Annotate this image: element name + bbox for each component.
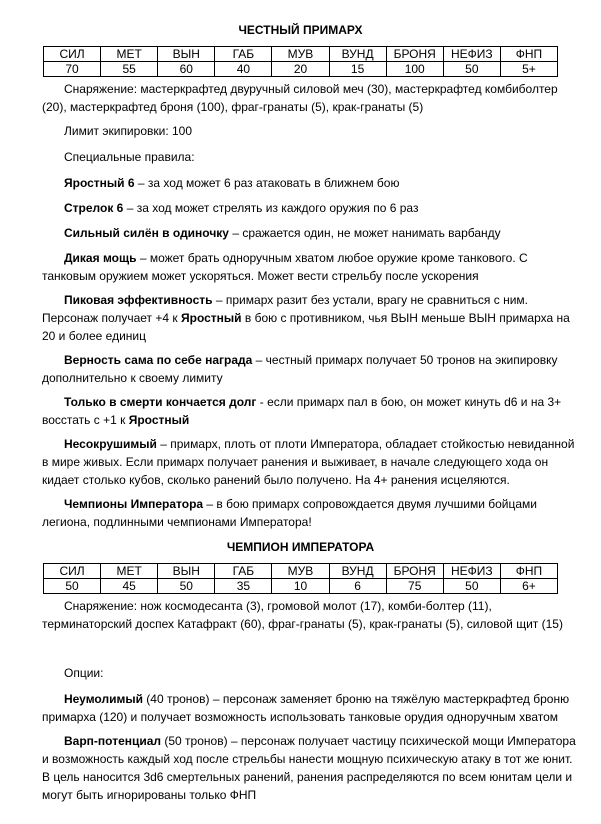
stat-header: БРОНЯ <box>386 564 443 579</box>
rule-name: Несокрушимый <box>64 437 157 451</box>
stat-header: ГАБ <box>215 564 272 579</box>
stats-header-row <box>44 47 558 62</box>
stat-value: 50 <box>443 579 500 594</box>
rule-name: Чемпионы Императора <box>64 497 204 511</box>
stat-value: 50 <box>443 62 500 77</box>
option-text: (50 тронов) – персонаж получает частицу психической мощи Императора и возможность каждый ход после стрельбы нанести мощную психическую атаку в тот же юнит. В цель наносится 3d6 смертельных ранений, ранения распределяются по всем юнитам цели и могут быть игнорированы только ФНП <box>42 734 576 802</box>
stat-value: 45 <box>101 579 158 594</box>
stat-value: 60 <box>158 62 215 77</box>
stat-value: 50 <box>158 579 215 594</box>
stat-header: МУВ <box>272 564 329 579</box>
option-name: Варп-потенциал <box>64 734 162 748</box>
option-paragraph <box>42 690 577 726</box>
rule-paragraph <box>64 174 579 192</box>
rule-text: – сражается один, не может нанимать варбанду <box>228 226 501 240</box>
stats-value-row <box>44 62 558 77</box>
stat-header: НЕФИЗ <box>443 47 500 62</box>
stat-header: МЕТ <box>101 47 158 62</box>
stat-header: ВЫН <box>158 47 215 62</box>
stats-table-champion <box>43 563 558 594</box>
rule-name: Яростный 6 <box>64 176 135 190</box>
stat-value: 20 <box>272 62 329 77</box>
stat-value: 100 <box>386 62 443 77</box>
rule-text: – в бою примарх сопровождается двумя лучшими бойцами легиона, подлинными чемпионами Императора! <box>42 497 537 529</box>
rule-name: Сильный силён в одиночку <box>64 226 229 240</box>
rule-paragraph <box>42 249 577 285</box>
stat-value: 5+ <box>500 62 557 77</box>
stat-header: СИЛ <box>44 564 101 579</box>
section-title-primarch: ЧЕСТНЫЙ ПРИМАРХ <box>238 23 363 37</box>
stat-value: 55 <box>101 62 158 77</box>
rule-text: – примарх, плоть от плоти Императора, обладает стойкостью невиданной в мире живых. Если примарх получает ранения и выживает, в начале следующего хода он кидает столько кубов, сколько ранений было получено. На 4+ ранения исцеляются. <box>42 437 575 487</box>
stat-value: 35 <box>215 579 272 594</box>
rule-paragraph <box>42 435 577 489</box>
equipment-paragraph: Снаряжение: нож космодесанта (3), громовой молот (17), комби-болтер (11), терминаторский доспех Катафракт (60), фраг-гранаты (5), крак-гранаты (5), силовой щит (15) <box>42 599 563 631</box>
stat-value: 15 <box>329 62 386 77</box>
rule-name-inline: Яростный <box>180 311 242 325</box>
section-title-champion: ЧЕМПИОН ИМПЕРАТОРА <box>226 540 375 554</box>
rule-name: Пиковая эффективность <box>64 293 213 307</box>
stat-value: 6+ <box>500 579 557 594</box>
stat-value: 50 <box>44 579 101 594</box>
rule-name: Верность сама по себе награда <box>64 353 253 367</box>
rule-text: – за ход может стрелять из каждого оружия по 6 раз <box>123 201 419 215</box>
stats-table-primarch <box>43 46 558 77</box>
rule-paragraph <box>42 495 577 531</box>
stat-value: 10 <box>272 579 329 594</box>
equipment-paragraph: Снаряжение: мастеркрафтед двуручный силовой меч (30), мастеркрафтед комбиболтер (20), мастеркрафтед броня (100), фраг-гранаты (5), крак-гранаты (5) <box>42 82 558 114</box>
rule-text: – примарх разит без устали, врагу не сравниться с ним. Персонаж получает +4 к <box>42 293 529 325</box>
special-rules-label: Специальные правила: <box>64 150 195 164</box>
option-paragraph <box>42 732 577 804</box>
stat-header: МУВ <box>272 47 329 62</box>
option-name: Неумолимый <box>64 692 143 706</box>
stat-value: 6 <box>329 579 386 594</box>
rule-paragraph <box>64 224 579 242</box>
stat-value: 40 <box>215 62 272 77</box>
stat-header: ГАБ <box>215 47 272 62</box>
rule-name: Стрелок 6 <box>64 201 124 215</box>
stat-header: ВЫН <box>158 564 215 579</box>
stat-value: 75 <box>386 579 443 594</box>
stats-value-row <box>44 579 558 594</box>
stat-value: 70 <box>44 62 101 77</box>
stat-header: ФНП <box>500 564 557 579</box>
rule-paragraph <box>42 351 577 387</box>
stat-header: НЕФИЗ <box>443 564 500 579</box>
options-label: Опции: <box>64 666 104 680</box>
stat-header: ВУНД <box>329 564 386 579</box>
option-text: (40 тронов) – персонаж заменяет броню на тяжёлую мастеркрафтед броню примарха (120) и получает возможность использовать танковые орудия одноручным хватом <box>42 692 570 724</box>
stats-header-row <box>44 564 558 579</box>
stat-header: МЕТ <box>101 564 158 579</box>
rule-text: – честный примарх получает 50 тронов на экипировку дополнительно к своему лимиту <box>42 353 558 385</box>
rule-text: - если примарх пал в бою, он может кинуть d6 и на 3+ восстать с +1 к <box>42 395 562 427</box>
rule-paragraph <box>42 291 577 345</box>
rule-text: – за ход может 6 раз атаковать в ближнем бою <box>134 176 400 190</box>
equipment-limit: Лимит экипировки: 100 <box>64 124 193 138</box>
stat-header: СИЛ <box>44 47 101 62</box>
rule-text: – может брать одноручным хватом любое оружие кроме танкового. С танковым оружием может ускоряться. Может вести стрельбу после ускорения <box>42 251 528 283</box>
stat-header: БРОНЯ <box>386 47 443 62</box>
stat-header: ВУНД <box>329 47 386 62</box>
rule-paragraph <box>42 393 577 429</box>
rule-paragraph <box>64 199 579 217</box>
rule-text: в бою с противником, чья ВЫН меньше ВЫН примарха на 20 и более единиц <box>42 311 570 343</box>
rule-name: Дикая мощь <box>64 251 137 265</box>
rule-name-inline: Яростный <box>128 413 190 427</box>
rule-name: Только в смерти кончается долг <box>64 395 257 409</box>
stat-header: ФНП <box>500 47 557 62</box>
